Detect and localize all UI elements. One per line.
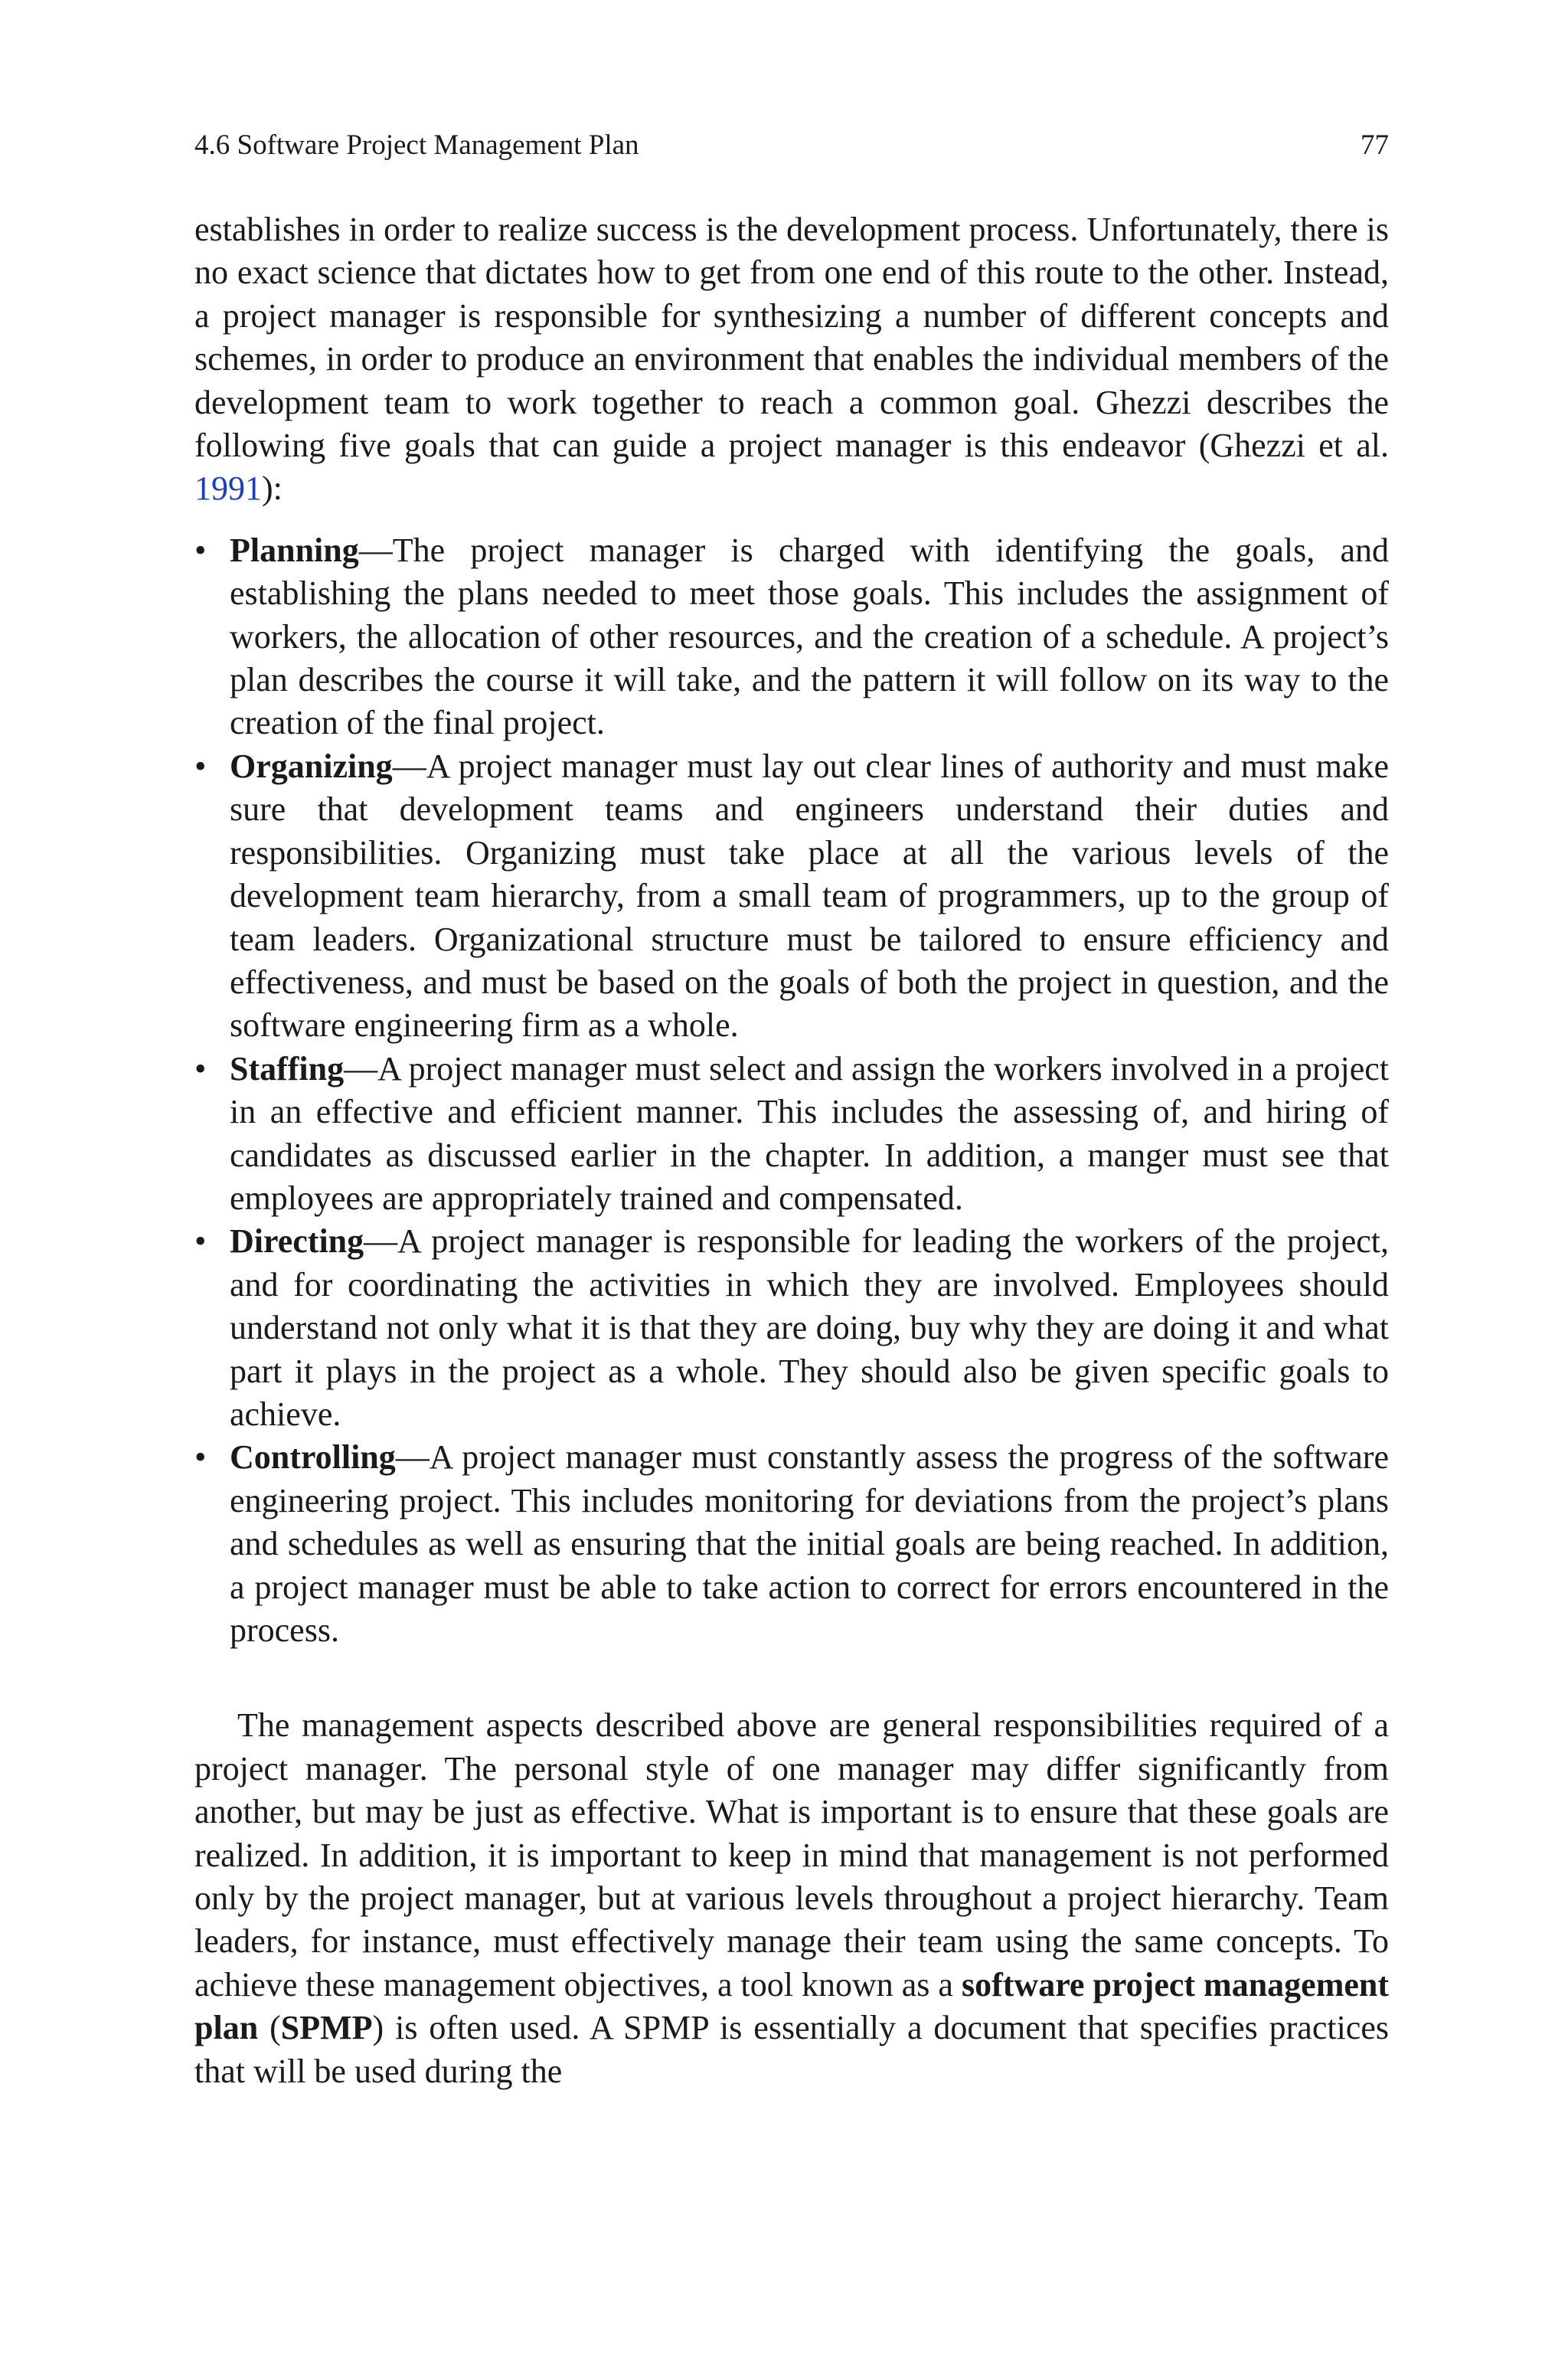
goal-term: Organizing bbox=[230, 747, 393, 785]
goals-list bbox=[194, 529, 1389, 1653]
goal-item-planning bbox=[194, 529, 1389, 745]
term-spmp-full: software project management plan bbox=[194, 1965, 1390, 2047]
paragraph-gap bbox=[194, 1652, 1389, 1704]
bullet-icon: • bbox=[194, 531, 207, 569]
running-header bbox=[194, 127, 1389, 164]
goal-item-controlling bbox=[194, 1436, 1389, 1652]
goal-term: Controlling bbox=[230, 1438, 396, 1477]
bullet-icon: • bbox=[194, 747, 207, 785]
body-text bbox=[194, 208, 1389, 2093]
goal-item-organizing bbox=[194, 745, 1389, 1048]
goal-description: —A project manager must constantly assess the progress of the software engineering project. This includes monitoring for deviations from the project’s plans and schedules as well as ensuring that the initial goals are being reached. In addition, a project manager must be able to take action to correct for errors encountered in the process. bbox=[230, 1438, 1389, 1649]
section-title: 4.6 Software Project Management Plan bbox=[194, 129, 639, 161]
intro-paragraph bbox=[194, 208, 1389, 511]
closing-text-1: The management aspects described above are general responsibilities required of a project manager. The personal style of one manager may differ significantly from another, but may be just as effective. What is important is to ensure that these goals are realized. In addition, it is important to keep in mind that management is not performed only by the project manager, but at various levels throughout a project hierarchy. Team leaders, for instance, must effectively manage their team using the same concepts. To achieve these management objectives, a tool known as a bbox=[194, 1706, 1389, 2003]
goal-term: Directing bbox=[230, 1222, 364, 1261]
goal-term: Planning bbox=[230, 531, 359, 569]
intro-text: establishes in order to realize success is the development process. Unfortunately, there is no exact science that dictates how to get from one end of this route to the other. Instead, a project manager is responsible for synthesizing a number of different concepts and schemes, in order to produce an environment that enables the individual members of the development team to work together to reach a common goal. Ghezzi describes the following five goals that can guide a project manager is this endeavor (Ghezzi et al. bbox=[194, 211, 1389, 465]
goal-term: Staffing bbox=[230, 1049, 345, 1088]
bullet-icon: • bbox=[194, 1438, 207, 1477]
goal-description: —The project manager is charged with identifying the goals, and establishing the plans needed to meet those goals. This includes the assignment of workers, the allocation of other resources, and the creation of a schedule. A project’s plan describes the course it will take, and the pattern it will follow on its way to the creation of the final project. bbox=[230, 531, 1389, 742]
intro-text-end: ): bbox=[262, 469, 283, 508]
goal-description: —A project manager must select and assign the workers involved in a project in an effective and efficient manner. This includes the assessing of, and hiring of candidates as discussed earlier in the chapter. In addition, a manger must see that employees are appropriately trained and compensated. bbox=[230, 1049, 1389, 1217]
closing-text-2: ( bbox=[258, 2009, 281, 2047]
term-spmp-abbrev: SPMP bbox=[280, 2009, 373, 2047]
bullet-icon: • bbox=[194, 1049, 207, 1088]
goal-item-staffing bbox=[194, 1048, 1389, 1221]
page-number: 77 bbox=[1361, 129, 1389, 161]
goal-description: —A project manager must lay out clear lines of authority and must make sure that development teams and engineers understand their duties and responsibilities. Organizing must take place at all the various levels of the development team hierarchy, from a small team of programmers, up to the group of team leaders. Organizational structure must be tailored to ensure efficiency and effectiveness, and must be based on the goals of both the project in question, and the software engineering firm as a whole. bbox=[230, 747, 1389, 1045]
closing-text-3: ) is often used. A SPMP is essentially a document that specifies practices that will be used during the bbox=[194, 2009, 1389, 2090]
bullet-icon: • bbox=[194, 1222, 207, 1261]
citation-link[interactable]: 1991 bbox=[194, 469, 262, 508]
goal-description: —A project manager is responsible for leading the workers of the project, and for coordinating the activities in which they are involved. Employees should understand not only what it is that they are doing, buy why they are doing it and what part it plays in the project as a whole. They should also be given specific goals to achieve. bbox=[230, 1222, 1389, 1433]
goal-item-directing bbox=[194, 1220, 1389, 1436]
closing-paragraph bbox=[194, 1704, 1389, 2093]
